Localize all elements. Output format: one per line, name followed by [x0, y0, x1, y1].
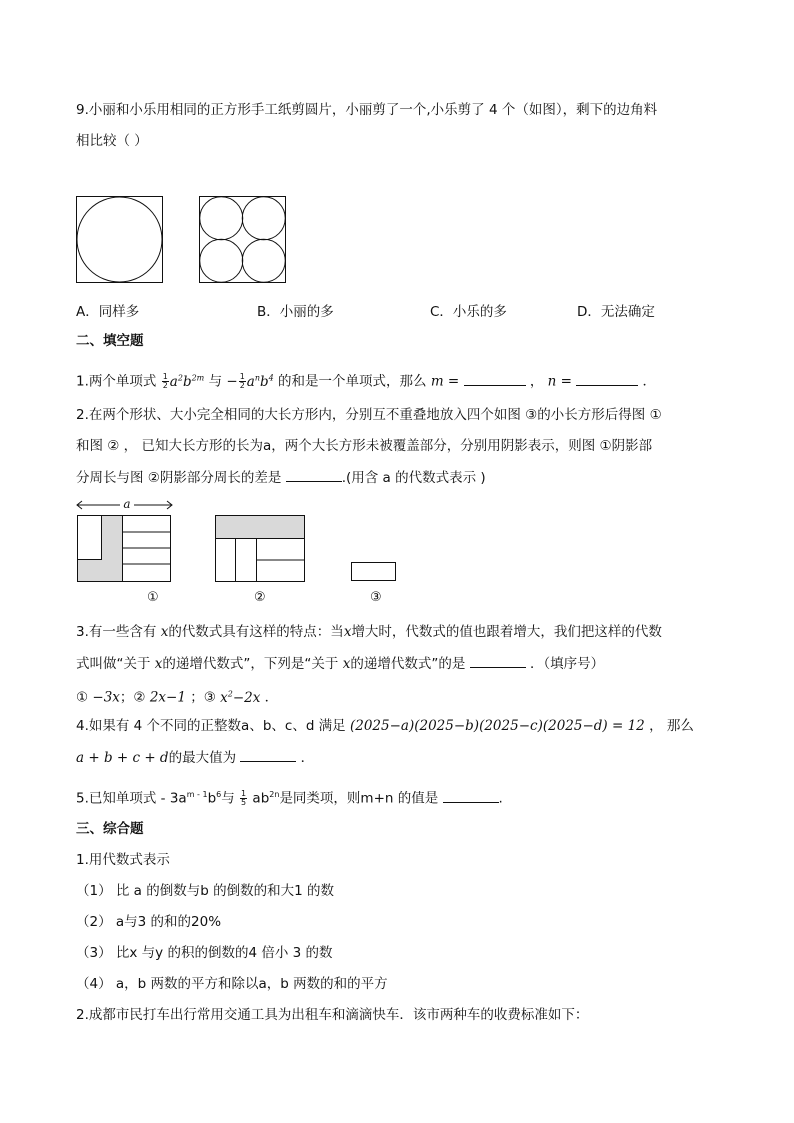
- answer-blank-q4[interactable]: [240, 747, 296, 762]
- q5-ab: ab: [252, 790, 270, 807]
- option-d: D．无法确定: [577, 304, 655, 320]
- var-x: x: [342, 656, 351, 672]
- option-a: A．同样多: [76, 304, 140, 320]
- q5-exp2: 6: [216, 790, 222, 799]
- q3-period: ．: [264, 689, 279, 706]
- answer-blank-q3[interactable]: [470, 653, 526, 668]
- answer-blank-q5[interactable]: [443, 788, 499, 803]
- var-x: x: [160, 624, 169, 640]
- s2-q2-line3a: 分周长与图 ②阴影部分周长的差是: [76, 470, 282, 486]
- s2-q2-line1: 2.在两个形状、大小完全相同的大长方形内，分别互不重叠地放入四个如图 ③的小长方形后得图 ①: [76, 407, 662, 423]
- q3-text-f: 的递增代数式”的是: [350, 656, 466, 672]
- monomial-1: $a^2b^{2m}$: [169, 373, 205, 390]
- q9-line1: 9.小丽和小乐用相同的正方形手工纸剪圆片，小丽剪了一个,小乐剪了 4 个（如图），剩下的边角料: [76, 102, 658, 118]
- q3-text-a: 3.有一些含有: [76, 624, 157, 640]
- expr-3-exp: 2: [227, 689, 233, 698]
- s3-q1-item-4: （4） a，b 两数的平方和除以a，b 两数的和的平方: [76, 976, 388, 992]
- option-b: B．小丽的多: [257, 304, 334, 320]
- n-label: n =: [547, 373, 572, 390]
- s2-q2-line3b: .(用含 a 的代数式表示 ): [341, 470, 486, 486]
- s3-q2: 2.成都市民打车出行常用交通工具为出租车和滴滴快车．该市两种车的收费标准如下：: [76, 1007, 589, 1023]
- caption-fig2: ②: [254, 590, 266, 605]
- s3-q1-item-3: （3） 比x 与y 的积的倒数的4 倍小 3 的数: [76, 945, 333, 961]
- s2-q1-mid: 与: [208, 373, 223, 390]
- q5-b: b: [207, 790, 217, 807]
- q9-figure-four-circles: [199, 196, 287, 284]
- q4-text-a: 4.如果有 4 个不同的正整数a、b、c、d 满足: [76, 718, 346, 734]
- s2-q3-line3: [76, 684, 278, 708]
- s3-q1-item-1: （1） 比 a 的倒数与b 的倒数的和大1 的数: [76, 883, 334, 899]
- item-mark-1: ①: [76, 689, 89, 706]
- q3-text-d: 式叫做“关于: [76, 656, 151, 672]
- answer-blank-n[interactable]: [576, 371, 638, 386]
- comma: ，: [529, 373, 544, 390]
- answer-blank-q2[interactable]: [286, 467, 342, 482]
- section3-title: 三、综合题: [76, 821, 144, 837]
- s2-q1-suffix: 的和是一个单项式，那么: [278, 373, 427, 390]
- section2-title: 二、填空题: [76, 333, 144, 349]
- frac-half-2: $\frac{1}{2}$: [239, 372, 245, 390]
- q3-text-b: 的代数式具有这样的特点：当: [168, 624, 344, 640]
- s2-q4-line1: [76, 716, 694, 736]
- q9-figure-one-circle: [76, 196, 164, 284]
- s3-q1-title: 1.用代数式表示: [76, 852, 170, 868]
- expr-1: −3x: [92, 689, 120, 706]
- fig-label-a: a: [123, 497, 131, 511]
- q2-figure-2: [214, 514, 306, 584]
- s2-q1-end: ．: [642, 373, 657, 390]
- q4-text-b: ， 那么: [649, 718, 694, 734]
- var-x: x: [343, 624, 352, 640]
- q5-exp1: m - 1: [186, 790, 208, 799]
- s2-q1: [76, 368, 656, 392]
- item-mark-3: ；③: [190, 689, 216, 706]
- minus-sign: −: [226, 373, 238, 390]
- q5-text-a: 5.已知单项式 - 3a: [76, 790, 187, 807]
- s2-q2-line2: 和图 ② ， 已知大长方形的长为a，两个大长方形未被覆盖部分，分别用阴影表示，则图 ①阴影部: [76, 438, 653, 454]
- q9-line2: 相比较（ ）: [76, 133, 148, 149]
- q5-exp3: 2n: [269, 790, 280, 799]
- q4-equation: (2025−a)(2025−b)(2025−c)(2025−d) = 12: [349, 718, 645, 734]
- expr-3-base: x: [220, 689, 228, 706]
- caption-fig3: ③: [370, 590, 382, 605]
- expr-2: 2x−1: [149, 689, 186, 706]
- s2-q2-line3: [76, 467, 486, 488]
- frac-half: $\frac{1}{2}$: [162, 372, 168, 390]
- caption-fig1: ①: [147, 590, 159, 605]
- q3-text-g: ．（填序号）: [529, 656, 605, 672]
- frac-num: 1: [241, 789, 247, 798]
- s3-q1-item-2: （2） a与3 的和的20%: [76, 914, 222, 930]
- frac-one-fifth: [240, 790, 247, 807]
- q3-text-c: 增大时，代数式的值也跟着增大，我们把这样的代数: [351, 624, 662, 640]
- q2-figure-1: [76, 496, 174, 584]
- s2-q3-line2: [76, 653, 604, 674]
- frac-den: 5: [241, 798, 247, 807]
- monomial-2: $a^nb^4$: [246, 373, 274, 390]
- m-label: m =: [430, 373, 460, 390]
- q4-sum: a + b + c + d: [76, 750, 169, 766]
- expr-3-rest: −2x: [232, 689, 261, 706]
- q2-figure-3: [350, 561, 398, 583]
- s2-q5: [76, 785, 503, 809]
- s2-q4-line2: [76, 747, 314, 768]
- var-x: x: [154, 656, 163, 672]
- s2-q3-line1: [76, 622, 662, 642]
- q5-text-c: 与: [221, 790, 235, 807]
- q5-period: .: [498, 790, 503, 807]
- option-c: C．小乐的多: [430, 304, 507, 320]
- q5-text-e: 是同类项，则m+n 的值是: [279, 790, 439, 807]
- q3-text-e: 的递增代数式”，下列是“关于: [162, 656, 339, 672]
- q4-text-c: 的最大值为: [168, 750, 237, 766]
- s2-q1-prefix: 1.两个单项式: [76, 373, 157, 390]
- item-mark-2: ；②: [119, 689, 146, 706]
- answer-blank-m[interactable]: [464, 371, 526, 386]
- q4-text-d: ．: [300, 750, 315, 766]
- expr-3: [220, 690, 260, 706]
